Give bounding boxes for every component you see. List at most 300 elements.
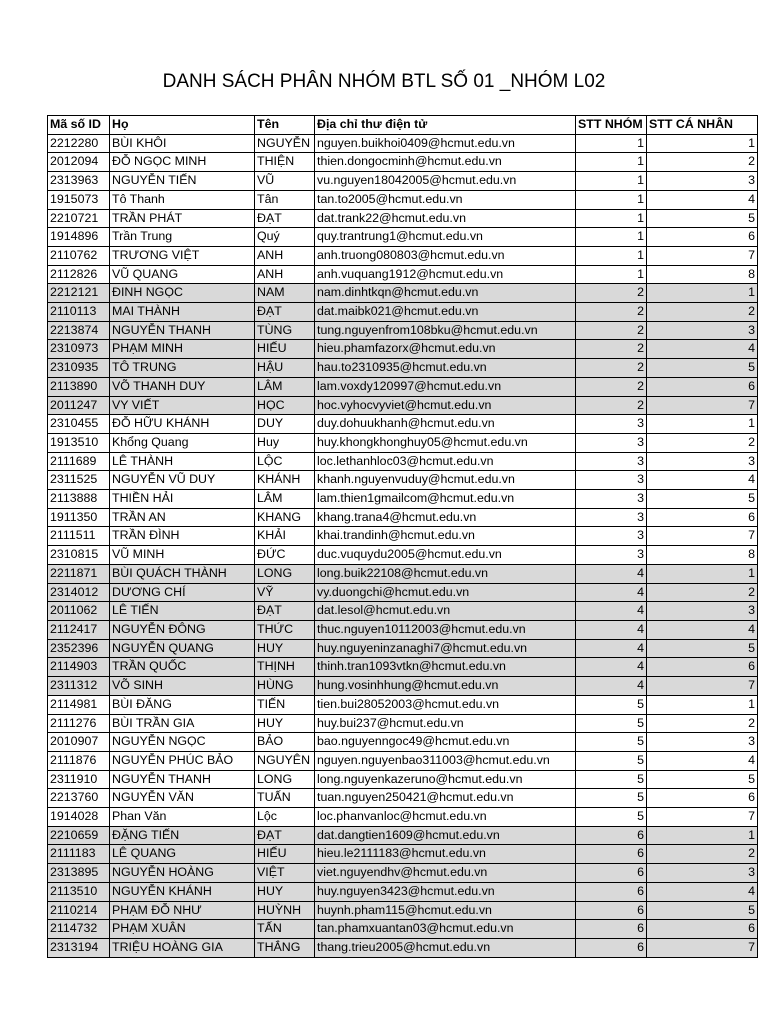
- cell-id: 2010907: [48, 733, 110, 752]
- table-row: [48, 864, 758, 883]
- cell-name: TẤN: [255, 920, 315, 939]
- cell-group: 4: [576, 658, 647, 677]
- cell-group: 4: [576, 583, 647, 602]
- cell-surname: TRƯƠNG VIỆT: [110, 246, 255, 265]
- cell-email: bao.nguyenngoc49@hcmut.edu.vn: [315, 733, 576, 752]
- cell-member: 5: [647, 639, 758, 658]
- cell-email: nguyen.nguyenbao311003@hcmut.edu.vn: [315, 751, 576, 770]
- header-row: [48, 116, 758, 135]
- header-name: Tên: [255, 116, 315, 135]
- cell-group: 3: [576, 527, 647, 546]
- cell-email: tuan.nguyen250421@hcmut.edu.vn: [315, 789, 576, 808]
- cell-name: THỨC: [255, 620, 315, 639]
- header-member: STT CÁ NHÂN: [647, 116, 758, 135]
- cell-group: 1: [576, 246, 647, 265]
- table-row: [48, 265, 758, 284]
- cell-group: 3: [576, 471, 647, 490]
- table-row: [48, 228, 758, 247]
- cell-name: DUY: [255, 415, 315, 434]
- cell-surname: NGUYỄN ĐÔNG: [110, 620, 255, 639]
- cell-surname: Tô Thanh: [110, 190, 255, 209]
- table-row: [48, 321, 758, 340]
- cell-member: 4: [647, 882, 758, 901]
- cell-id: 2012094: [48, 153, 110, 172]
- cell-id: 2110214: [48, 901, 110, 920]
- cell-email: huy.bui237@hcmut.edu.vn: [315, 714, 576, 733]
- table-row: [48, 602, 758, 621]
- cell-id: 2113510: [48, 882, 110, 901]
- cell-email: long.buik22108@hcmut.edu.vn: [315, 564, 576, 583]
- cell-member: 3: [647, 602, 758, 621]
- table-row: [48, 340, 758, 359]
- cell-email: tan.to2005@hcmut.edu.vn: [315, 190, 576, 209]
- table-row: [48, 882, 758, 901]
- cell-group: 3: [576, 546, 647, 565]
- cell-id: 2011062: [48, 602, 110, 621]
- cell-surname: VY VIẾT: [110, 396, 255, 415]
- cell-id: 2212280: [48, 134, 110, 153]
- cell-member: 1: [647, 826, 758, 845]
- cell-surname: NGUYỄN QUANG: [110, 639, 255, 658]
- cell-id: 2112417: [48, 620, 110, 639]
- cell-group: 6: [576, 864, 647, 883]
- cell-surname: LÊ TIẾN: [110, 602, 255, 621]
- cell-name: HIẾU: [255, 845, 315, 864]
- cell-group: 2: [576, 396, 647, 415]
- cell-id: 2114903: [48, 658, 110, 677]
- cell-id: 2211871: [48, 564, 110, 583]
- cell-id: 2110113: [48, 303, 110, 322]
- cell-group: 4: [576, 602, 647, 621]
- cell-member: 6: [647, 658, 758, 677]
- table-row: [48, 527, 758, 546]
- cell-group: 3: [576, 452, 647, 471]
- cell-id: 2110762: [48, 246, 110, 265]
- cell-id: 2011247: [48, 396, 110, 415]
- cell-group: 5: [576, 714, 647, 733]
- table-row: [48, 658, 758, 677]
- cell-email: huynh.pham115@hcmut.edu.vn: [315, 901, 576, 920]
- cell-member: 4: [647, 340, 758, 359]
- cell-group: 4: [576, 620, 647, 639]
- cell-group: 5: [576, 695, 647, 714]
- cell-id: 1911350: [48, 508, 110, 527]
- cell-group: 2: [576, 284, 647, 303]
- cell-name: TIẾN: [255, 695, 315, 714]
- table-row: [48, 901, 758, 920]
- cell-member: 7: [647, 527, 758, 546]
- cell-member: 6: [647, 789, 758, 808]
- cell-surname: TRẦN QUỐC: [110, 658, 255, 677]
- cell-id: 2113888: [48, 490, 110, 509]
- table-row: [48, 246, 758, 265]
- cell-email: lam.voxdy120997@hcmut.edu.vn: [315, 377, 576, 396]
- cell-id: 2310935: [48, 359, 110, 378]
- cell-group: 1: [576, 209, 647, 228]
- cell-id: 1914896: [48, 228, 110, 247]
- cell-group: 3: [576, 433, 647, 452]
- cell-group: 6: [576, 938, 647, 957]
- cell-group: 1: [576, 153, 647, 172]
- header-id: Mã số ID: [48, 116, 110, 135]
- cell-group: 5: [576, 789, 647, 808]
- cell-member: 2: [647, 845, 758, 864]
- cell-id: 2210721: [48, 209, 110, 228]
- cell-member: 4: [647, 471, 758, 490]
- cell-surname: NGUYỄN THANH: [110, 770, 255, 789]
- cell-group: 4: [576, 564, 647, 583]
- cell-surname: TÔ TRUNG: [110, 359, 255, 378]
- cell-member: 2: [647, 153, 758, 172]
- cell-email: anh.truong080803@hcmut.edu.vn: [315, 246, 576, 265]
- cell-group: 3: [576, 490, 647, 509]
- table-row: [48, 452, 758, 471]
- cell-email: dat.lesol@hcmut.edu.vn: [315, 602, 576, 621]
- table-row: [48, 209, 758, 228]
- table-row: [48, 789, 758, 808]
- cell-surname: BÙI QUÁCH THÀNH: [110, 564, 255, 583]
- cell-group: 5: [576, 770, 647, 789]
- cell-member: 3: [647, 172, 758, 191]
- cell-email: quy.trantrung1@hcmut.edu.vn: [315, 228, 576, 247]
- cell-member: 4: [647, 620, 758, 639]
- cell-member: 1: [647, 415, 758, 434]
- cell-surname: NGUYỄN TIẾN: [110, 172, 255, 191]
- cell-member: 1: [647, 134, 758, 153]
- cell-group: 1: [576, 172, 647, 191]
- cell-name: TÙNG: [255, 321, 315, 340]
- cell-name: NGUYÊN: [255, 751, 315, 770]
- cell-group: 2: [576, 303, 647, 322]
- cell-surname: NGUYỄN THANH: [110, 321, 255, 340]
- cell-surname: Khổng Quang: [110, 433, 255, 452]
- table-row: [48, 938, 758, 957]
- table-row: [48, 134, 758, 153]
- cell-group: 1: [576, 228, 647, 247]
- cell-name: LỘC: [255, 452, 315, 471]
- cell-name: THỊNH: [255, 658, 315, 677]
- cell-name: THẮNG: [255, 938, 315, 957]
- cell-name: BẢO: [255, 733, 315, 752]
- cell-surname: PHẠM XUÂN: [110, 920, 255, 939]
- cell-email: loc.phanvanloc@hcmut.edu.vn: [315, 808, 576, 827]
- cell-name: KHẢI: [255, 527, 315, 546]
- cell-member: 7: [647, 246, 758, 265]
- table-row: [48, 471, 758, 490]
- table-row: [48, 751, 758, 770]
- cell-id: 2313194: [48, 938, 110, 957]
- cell-member: 8: [647, 546, 758, 565]
- cell-id: 2112826: [48, 265, 110, 284]
- cell-surname: VÕ SINH: [110, 677, 255, 696]
- cell-member: 5: [647, 901, 758, 920]
- table-row: [48, 153, 758, 172]
- cell-member: 6: [647, 508, 758, 527]
- cell-email: hau.to2310935@hcmut.edu.vn: [315, 359, 576, 378]
- cell-member: 2: [647, 583, 758, 602]
- cell-group: 3: [576, 508, 647, 527]
- cell-name: LÂM: [255, 490, 315, 509]
- group-table: [47, 115, 758, 958]
- cell-surname: NGUYỄN VŨ DUY: [110, 471, 255, 490]
- cell-email: vy.duongchi@hcmut.edu.vn: [315, 583, 576, 602]
- cell-surname: NGUYỄN NGỌC: [110, 733, 255, 752]
- cell-email: lam.thien1gmailcom@hcmut.edu.vn: [315, 490, 576, 509]
- cell-surname: BÙI ĐĂNG: [110, 695, 255, 714]
- cell-email: dat.dangtien1609@hcmut.edu.vn: [315, 826, 576, 845]
- cell-member: 6: [647, 377, 758, 396]
- cell-id: 2213760: [48, 789, 110, 808]
- cell-name: HUY: [255, 882, 315, 901]
- cell-member: 6: [647, 228, 758, 247]
- cell-member: 2: [647, 303, 758, 322]
- cell-member: 3: [647, 321, 758, 340]
- cell-name: ĐỨC: [255, 546, 315, 565]
- cell-name: ĐẠT: [255, 303, 315, 322]
- cell-surname: TRẦN ĐÌNH: [110, 527, 255, 546]
- cell-name: KHÁNH: [255, 471, 315, 490]
- cell-group: 1: [576, 134, 647, 153]
- cell-member: 1: [647, 695, 758, 714]
- cell-name: HẬU: [255, 359, 315, 378]
- table-row: [48, 508, 758, 527]
- table-row: [48, 677, 758, 696]
- cell-name: LÂM: [255, 377, 315, 396]
- cell-surname: ĐỖ NGỌC MINH: [110, 153, 255, 172]
- cell-member: 4: [647, 751, 758, 770]
- table-row: [48, 303, 758, 322]
- cell-name: Huy: [255, 433, 315, 452]
- cell-id: 2114981: [48, 695, 110, 714]
- table-row: [48, 583, 758, 602]
- cell-email: hung.vosinhhung@hcmut.edu.vn: [315, 677, 576, 696]
- table-row: [48, 695, 758, 714]
- cell-email: long.nguyenkazeruno@hcmut.edu.vn: [315, 770, 576, 789]
- cell-member: 8: [647, 265, 758, 284]
- table-row: [48, 733, 758, 752]
- cell-surname: ĐẶNG TIẾN: [110, 826, 255, 845]
- cell-surname: VŨ MINH: [110, 546, 255, 565]
- cell-surname: Trần Trung: [110, 228, 255, 247]
- cell-surname: LÊ THÀNH: [110, 452, 255, 471]
- cell-email: khanh.nguyenvuduy@hcmut.edu.vn: [315, 471, 576, 490]
- table-row: [48, 359, 758, 378]
- cell-member: 5: [647, 209, 758, 228]
- cell-group: 1: [576, 265, 647, 284]
- cell-group: 6: [576, 901, 647, 920]
- cell-surname: VÕ THANH DUY: [110, 377, 255, 396]
- table-row: [48, 808, 758, 827]
- cell-name: ĐẠT: [255, 209, 315, 228]
- cell-surname: MAI THÀNH: [110, 303, 255, 322]
- cell-email: thang.trieu2005@hcmut.edu.vn: [315, 938, 576, 957]
- cell-group: 6: [576, 826, 647, 845]
- cell-surname: PHẠM MINH: [110, 340, 255, 359]
- table-row: [48, 433, 758, 452]
- cell-member: 7: [647, 396, 758, 415]
- cell-member: 3: [647, 452, 758, 471]
- cell-email: dat.maibk021@hcmut.edu.vn: [315, 303, 576, 322]
- cell-email: thuc.nguyen10112003@hcmut.edu.vn: [315, 620, 576, 639]
- table-row: [48, 845, 758, 864]
- cell-name: HỌC: [255, 396, 315, 415]
- cell-id: 2310973: [48, 340, 110, 359]
- table-row: [48, 564, 758, 583]
- cell-member: 5: [647, 490, 758, 509]
- table-row: [48, 920, 758, 939]
- cell-surname: ĐINH NGỌC: [110, 284, 255, 303]
- cell-surname: NGUYỄN KHÁNH: [110, 882, 255, 901]
- cell-member: 5: [647, 770, 758, 789]
- cell-email: hieu.phamfazorx@hcmut.edu.vn: [315, 340, 576, 359]
- cell-id: 2314012: [48, 583, 110, 602]
- cell-id: 2352396: [48, 639, 110, 658]
- cell-email: dat.trank22@hcmut.edu.vn: [315, 209, 576, 228]
- cell-id: 1913510: [48, 433, 110, 452]
- cell-email: tan.phamxuantan03@hcmut.edu.vn: [315, 920, 576, 939]
- cell-surname: THIỀN HẢI: [110, 490, 255, 509]
- cell-name: HUY: [255, 714, 315, 733]
- cell-id: 2311910: [48, 770, 110, 789]
- cell-email: hieu.le2111183@hcmut.edu.vn: [315, 845, 576, 864]
- cell-surname: Phan Văn: [110, 808, 255, 827]
- cell-name: HIẾU: [255, 340, 315, 359]
- cell-email: nguyen.buikhoi0409@hcmut.edu.vn: [315, 134, 576, 153]
- cell-name: Quý: [255, 228, 315, 247]
- cell-name: VŨ: [255, 172, 315, 191]
- table-row: [48, 546, 758, 565]
- cell-member: 2: [647, 433, 758, 452]
- cell-id: 1915073: [48, 190, 110, 209]
- cell-email: duc.vuquydu2005@hcmut.edu.vn: [315, 546, 576, 565]
- cell-group: 4: [576, 639, 647, 658]
- table-row: [48, 620, 758, 639]
- table-row: [48, 284, 758, 303]
- cell-email: viet.nguyendhv@hcmut.edu.vn: [315, 864, 576, 883]
- cell-id: 2111183: [48, 845, 110, 864]
- cell-email: huy.nguyeninzanaghi7@hcmut.edu.vn: [315, 639, 576, 658]
- cell-id: 2311525: [48, 471, 110, 490]
- cell-id: 2313895: [48, 864, 110, 883]
- cell-email: khang.trana4@hcmut.edu.vn: [315, 508, 576, 527]
- cell-group: 1: [576, 190, 647, 209]
- cell-email: tung.nguyenfrom108bku@hcmut.edu.vn: [315, 321, 576, 340]
- cell-member: 7: [647, 677, 758, 696]
- cell-name: HÙNG: [255, 677, 315, 696]
- cell-name: NGUYỄN: [255, 134, 315, 153]
- cell-name: LONG: [255, 564, 315, 583]
- cell-email: vu.nguyen18042005@hcmut.edu.vn: [315, 172, 576, 191]
- cell-surname: TRIỆU HOÀNG GIA: [110, 938, 255, 957]
- cell-id: 2111511: [48, 527, 110, 546]
- cell-group: 2: [576, 377, 647, 396]
- cell-id: 2111689: [48, 452, 110, 471]
- cell-surname: PHẠM ĐỖ NHƯ: [110, 901, 255, 920]
- cell-id: 2210659: [48, 826, 110, 845]
- cell-surname: VŨ QUANG: [110, 265, 255, 284]
- cell-member: 4: [647, 190, 758, 209]
- cell-group: 2: [576, 359, 647, 378]
- table-row: [48, 826, 758, 845]
- cell-name: KHANG: [255, 508, 315, 527]
- cell-email: duy.dohuukhanh@hcmut.edu.vn: [315, 415, 576, 434]
- table-row: [48, 490, 758, 509]
- cell-id: 2313963: [48, 172, 110, 191]
- cell-id: 2310455: [48, 415, 110, 434]
- table-row: [48, 190, 758, 209]
- cell-surname: BÙI TRẦN GIA: [110, 714, 255, 733]
- cell-name: NAM: [255, 284, 315, 303]
- cell-surname: NGUYỄN VĂN: [110, 789, 255, 808]
- cell-id: 2213874: [48, 321, 110, 340]
- cell-name: LONG: [255, 770, 315, 789]
- cell-name: ĐẠT: [255, 826, 315, 845]
- cell-email: khai.trandinh@hcmut.edu.vn: [315, 527, 576, 546]
- cell-member: 5: [647, 359, 758, 378]
- cell-id: 1914028: [48, 808, 110, 827]
- cell-group: 5: [576, 733, 647, 752]
- cell-email: huy.khongkhonghuy05@hcmut.edu.vn: [315, 433, 576, 452]
- cell-surname: LÊ QUANG: [110, 845, 255, 864]
- page-title: DANH SÁCH PHÂN NHÓM BTL SỐ 01 _NHÓM L02: [162, 71, 606, 92]
- cell-member: 2: [647, 714, 758, 733]
- cell-member: 7: [647, 938, 758, 957]
- cell-member: 6: [647, 920, 758, 939]
- cell-surname: NGUYỄN PHÚC BẢO: [110, 751, 255, 770]
- cell-email: anh.vuquang1912@hcmut.edu.vn: [315, 265, 576, 284]
- cell-name: ANH: [255, 246, 315, 265]
- cell-id: 2111876: [48, 751, 110, 770]
- header-group: STT NHÓM: [576, 116, 647, 135]
- cell-name: THIỆN: [255, 153, 315, 172]
- cell-surname: TRẦN PHÁT: [110, 209, 255, 228]
- table-row: [48, 639, 758, 658]
- cell-surname: BÙI KHÔI: [110, 134, 255, 153]
- cell-id: 2310815: [48, 546, 110, 565]
- cell-email: thinh.tran1093vtkn@hcmut.edu.vn: [315, 658, 576, 677]
- cell-member: 3: [647, 733, 758, 752]
- cell-member: 3: [647, 864, 758, 883]
- cell-email: thien.dongocminh@hcmut.edu.vn: [315, 153, 576, 172]
- cell-name: ĐẠT: [255, 602, 315, 621]
- cell-name: HUY: [255, 639, 315, 658]
- cell-member: 1: [647, 284, 758, 303]
- table-row: [48, 377, 758, 396]
- cell-name: ANH: [255, 265, 315, 284]
- cell-id: 2311312: [48, 677, 110, 696]
- cell-name: Lộc: [255, 808, 315, 827]
- table-row: [48, 172, 758, 191]
- cell-id: 2114732: [48, 920, 110, 939]
- cell-group: 5: [576, 751, 647, 770]
- header-surname: Họ: [110, 116, 255, 135]
- cell-email: tien.bui28052003@hcmut.edu.vn: [315, 695, 576, 714]
- header-email: Địa chỉ thư điện tử: [315, 116, 576, 135]
- table-row: [48, 714, 758, 733]
- cell-name: HUỲNH: [255, 901, 315, 920]
- cell-name: VIỆT: [255, 864, 315, 883]
- cell-name: Tân: [255, 190, 315, 209]
- cell-email: hoc.vyhocvyviet@hcmut.edu.vn: [315, 396, 576, 415]
- cell-group: 2: [576, 321, 647, 340]
- cell-email: nam.dinhtkqn@hcmut.edu.vn: [315, 284, 576, 303]
- cell-id: 2113890: [48, 377, 110, 396]
- table-row: [48, 396, 758, 415]
- cell-group: 3: [576, 415, 647, 434]
- cell-name: TUẤN: [255, 789, 315, 808]
- cell-surname: DƯƠNG CHÍ: [110, 583, 255, 602]
- table-row: [48, 415, 758, 434]
